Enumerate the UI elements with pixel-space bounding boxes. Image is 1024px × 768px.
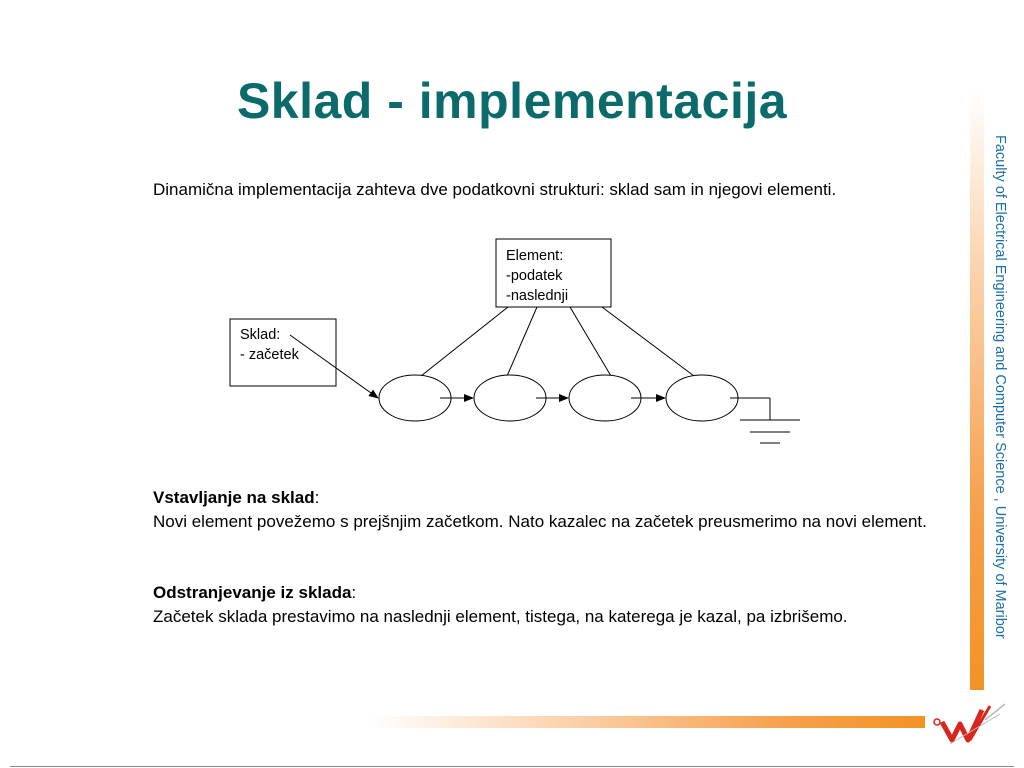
insert-section xyxy=(153,486,973,534)
side-accent-bar xyxy=(970,90,984,690)
sklad-box-line-1: Sklad: xyxy=(240,327,281,343)
side-faculty-text: Faculty of Electrical Engineering and Computer Science , University of Maribor xyxy=(992,135,1008,639)
element-link-line-1 xyxy=(421,307,508,376)
insert-heading xyxy=(153,486,973,510)
element-box-line-2: -podatek xyxy=(506,268,563,284)
slide-title: Sklad - implementacija xyxy=(236,73,788,129)
element-link-line-4 xyxy=(602,307,694,376)
remove-heading xyxy=(153,581,973,605)
list-node-3 xyxy=(569,375,641,421)
footer-divider xyxy=(10,766,1014,767)
list-node-2 xyxy=(474,375,546,421)
element-link-line-3 xyxy=(570,307,611,376)
remove-section xyxy=(153,581,973,629)
list-node-4 xyxy=(666,375,738,421)
intro-text: Dinamična implementacija zahteva dve podatkovni strukturi: sklad sam in njegovi elementi. xyxy=(153,180,837,199)
insert-body: Novi element povežemo s prejšnjim začetkom. Nato kazalec na začetek preusmerimo na novi element. xyxy=(153,512,927,531)
remove-heading-text: Odstranjevanje iz sklada xyxy=(153,583,352,602)
element-box-line-3: -naslednji xyxy=(506,288,569,304)
university-logo-icon xyxy=(930,700,1010,750)
bottom-accent-bar xyxy=(370,716,925,728)
remove-heading-colon: : xyxy=(351,583,357,602)
remove-body: Začetek sklada prestavimo na naslednji element, tistega, na katerega je kazal, pa izbrišemo. xyxy=(153,607,848,626)
element-box-line-1: Element: xyxy=(506,248,564,264)
null-ground-icon xyxy=(730,398,800,443)
insert-heading-text: Vstavljanje na sklad xyxy=(153,488,315,507)
sklad-box-line-2: - začetek xyxy=(240,347,299,363)
insert-heading-colon: : xyxy=(314,488,320,507)
element-link-line-2 xyxy=(507,307,537,376)
